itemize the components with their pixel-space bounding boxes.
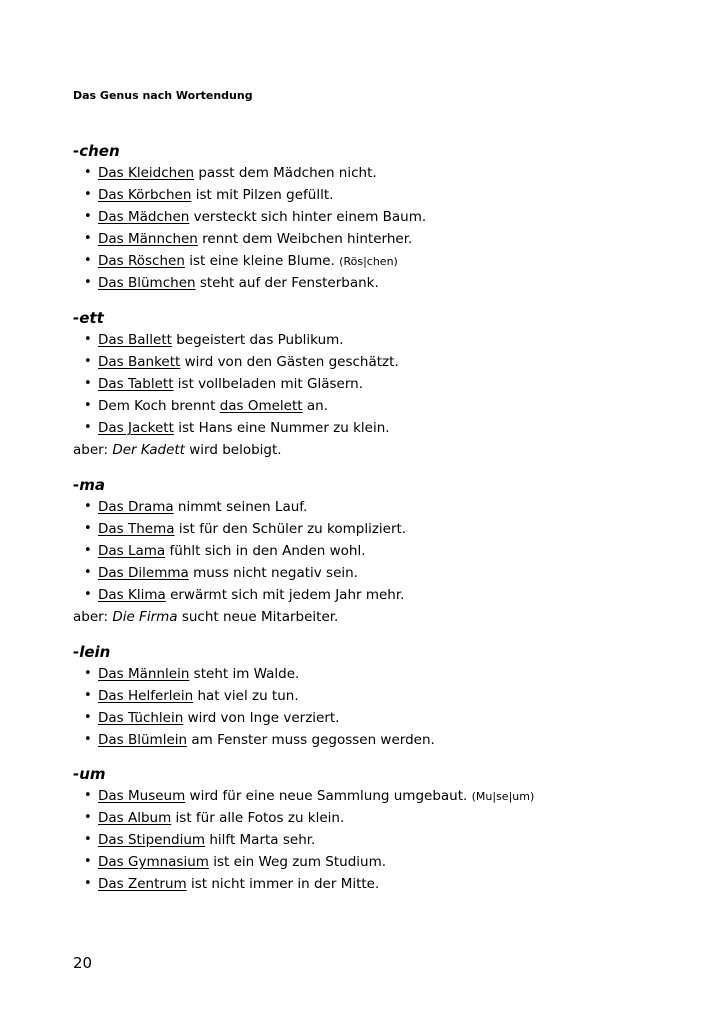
section-ett xyxy=(73,307,693,461)
sentence-rest: begeistert das Publikum. xyxy=(171,332,344,348)
underlined-noun: Das Körbchen xyxy=(98,187,192,203)
example-list xyxy=(73,162,693,294)
sentence-rest: ist für alle Fotos zu klein. xyxy=(171,810,345,826)
sentence-rest: hilft Marta sehr. xyxy=(205,832,316,848)
exception-note xyxy=(73,439,693,461)
sentence-rest: ist mit Pilzen gefüllt. xyxy=(191,187,334,203)
sentence-rest: wird von den Gästen geschätzt. xyxy=(180,354,399,370)
sentence-rest: rennt dem Weibchen hinterher. xyxy=(197,231,413,247)
example-sentence xyxy=(73,685,693,707)
example-list xyxy=(73,785,693,895)
sentence-rest: am Fenster muss gegossen werden. xyxy=(187,732,435,748)
underlined-noun: das Omelett xyxy=(219,398,303,414)
page-number: 20 xyxy=(73,954,93,972)
exception-rest: sucht neue Mitarbeiter. xyxy=(177,609,339,625)
exception-noun: Der Kadett xyxy=(112,442,185,458)
sentence-rest: ist ein Weg zum Studium. xyxy=(208,854,387,870)
sentence-rest: versteckt sich hinter einem Baum. xyxy=(189,209,427,225)
section-heading: -ett xyxy=(73,309,104,327)
section-chen xyxy=(73,140,693,294)
example-sentence xyxy=(73,729,693,751)
sentence-rest: muss nicht negativ sein. xyxy=(188,565,358,581)
underlined-noun: Das Tablett xyxy=(98,376,174,392)
section-heading: -lein xyxy=(73,643,111,661)
page-title: Das Genus nach Wortendung xyxy=(73,89,253,102)
underlined-noun: Das Museum xyxy=(98,788,186,804)
sentence-rest: ist für den Schüler zu kompliziert. xyxy=(174,521,407,537)
example-sentence xyxy=(73,518,693,540)
sentence-rest: ist Hans eine Nummer zu klein. xyxy=(173,420,390,436)
example-list xyxy=(73,663,693,751)
example-sentence xyxy=(73,395,693,417)
sentence-rest: erwärmt sich mit jedem Jahr mehr. xyxy=(165,587,405,603)
underlined-noun: Das Jackett xyxy=(98,420,174,436)
underlined-noun: Das Drama xyxy=(98,499,174,515)
example-sentence xyxy=(73,663,693,685)
sentence-rest: hat viel zu tun. xyxy=(193,688,299,704)
sentence-rest: fühlt sich in den Anden wohl. xyxy=(165,543,366,559)
underlined-noun: Das Lama xyxy=(98,543,166,559)
section-heading: -chen xyxy=(73,142,120,160)
section-heading: -ma xyxy=(73,476,105,494)
example-sentence xyxy=(73,162,693,184)
sentence-rest: steht im Walde. xyxy=(189,666,300,682)
example-sentence xyxy=(73,272,693,294)
underlined-noun: Das Blümchen xyxy=(98,275,196,291)
sentence-rest: ist vollbeladen mit Gläsern. xyxy=(173,376,364,392)
sentence-rest: nimmt seinen Lauf. xyxy=(173,499,308,515)
example-sentence xyxy=(73,851,693,873)
example-sentence xyxy=(73,184,693,206)
underlined-noun: Das Männlein xyxy=(98,666,190,682)
example-sentence xyxy=(73,373,693,395)
sentence-rest: wird für eine neue Sammlung umgebaut. xyxy=(185,788,472,804)
underlined-noun: Das Dilemma xyxy=(98,565,189,581)
syllable-note: (Rös|chen) xyxy=(339,255,398,268)
underlined-noun: Das Blümlein xyxy=(98,732,188,748)
sentence-rest: an. xyxy=(302,398,329,414)
example-sentence xyxy=(73,351,693,373)
underlined-noun: Das Bankett xyxy=(98,354,181,370)
exception-prefix: aber: xyxy=(73,442,113,458)
example-sentence xyxy=(73,873,693,895)
underlined-noun: Das Helferlein xyxy=(98,688,194,704)
underlined-noun: Das Mädchen xyxy=(98,209,190,225)
underlined-noun: Das Kleidchen xyxy=(98,165,195,181)
example-sentence xyxy=(73,250,693,272)
example-sentence xyxy=(73,707,693,729)
sentence-rest: ist eine kleine Blume. xyxy=(184,253,340,269)
underlined-noun: Das Tüchlein xyxy=(98,710,184,726)
example-sentence xyxy=(73,496,693,518)
exception-note xyxy=(73,606,693,628)
underlined-noun: Das Klima xyxy=(98,587,166,603)
section-heading: -um xyxy=(73,765,106,783)
example-sentence xyxy=(73,829,693,851)
sentence-rest: steht auf der Fensterbank. xyxy=(195,275,379,291)
underlined-noun: Das Gymnasium xyxy=(98,854,209,870)
underlined-noun: Das Album xyxy=(98,810,172,826)
exception-rest: wird belobigt. xyxy=(184,442,282,458)
example-sentence xyxy=(73,329,693,351)
sentence-prefix: Dem Koch brennt xyxy=(98,398,220,414)
example-sentence xyxy=(73,228,693,250)
syllable-note: (Mu|se|um) xyxy=(471,790,535,803)
underlined-noun: Das Männchen xyxy=(98,231,198,247)
section-lein xyxy=(73,641,693,751)
underlined-noun: Das Zentrum xyxy=(98,876,187,892)
section-ma xyxy=(73,474,693,628)
example-sentence xyxy=(73,540,693,562)
underlined-noun: Das Ballett xyxy=(98,332,172,348)
example-list xyxy=(73,496,693,606)
underlined-noun: Das Stipendium xyxy=(98,832,206,848)
section-um xyxy=(73,763,693,895)
example-sentence xyxy=(73,417,693,439)
sentence-rest: wird von Inge verziert. xyxy=(183,710,340,726)
example-sentence xyxy=(73,807,693,829)
example-sentence xyxy=(73,584,693,606)
underlined-noun: Das Röschen xyxy=(98,253,185,269)
example-sentence xyxy=(73,562,693,584)
sentence-rest: passt dem Mädchen nicht. xyxy=(194,165,377,181)
example-sentence xyxy=(73,785,693,807)
example-sentence xyxy=(73,206,693,228)
underlined-noun: Das Thema xyxy=(98,521,175,537)
sentence-rest: ist nicht immer in der Mitte. xyxy=(186,876,380,892)
example-list xyxy=(73,329,693,439)
exception-noun: Die Firma xyxy=(112,609,178,625)
exception-prefix: aber: xyxy=(73,609,113,625)
